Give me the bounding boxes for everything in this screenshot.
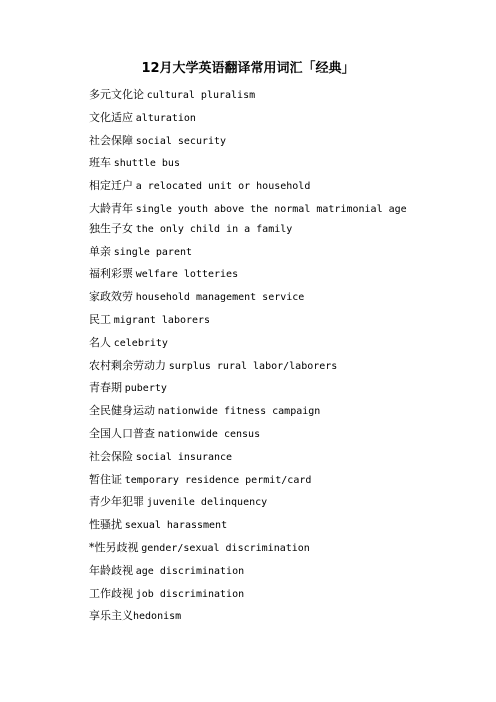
- list-item: [89, 107, 486, 130]
- english-term: age discrimination: [135, 565, 245, 577]
- chinese-term: 工作歧视: [89, 586, 133, 600]
- vocabulary-list: [89, 84, 486, 628]
- list-item: [89, 309, 486, 332]
- chinese-term: 全民健身运动: [89, 404, 155, 418]
- english-term: alturation: [135, 112, 196, 124]
- english-term: a relocated unit or household: [135, 181, 311, 193]
- chinese-term: 班车: [89, 156, 111, 170]
- list-item: [89, 514, 486, 537]
- list-item: [89, 332, 486, 355]
- chinese-term: 享乐主义: [89, 609, 133, 623]
- list-item: [89, 469, 486, 492]
- english-term: sexual harassment: [124, 520, 228, 532]
- chinese-term: 独生子女: [89, 221, 133, 235]
- list-item: [89, 218, 486, 241]
- list-item: [89, 377, 486, 400]
- list-item: [89, 152, 486, 175]
- english-term: the only child in a family: [135, 223, 293, 235]
- english-term: temporary residence permit/card: [124, 474, 312, 486]
- chinese-term: 单亲: [89, 244, 111, 258]
- list-item: [89, 355, 486, 378]
- chinese-term: 相定迁户: [89, 179, 133, 193]
- english-term: gender/sexual discrimination: [141, 542, 310, 554]
- list-item: [89, 241, 486, 264]
- list-item: [89, 175, 486, 198]
- list-item: [89, 560, 486, 583]
- english-term: single parent: [113, 246, 193, 258]
- english-term: job discrimination: [135, 588, 245, 600]
- list-item: [89, 583, 486, 606]
- list-item: [89, 491, 486, 514]
- english-term: cultural pluralism: [146, 90, 256, 101]
- english-term: celebrity: [113, 337, 168, 349]
- chinese-term: 家政效劳: [89, 290, 133, 304]
- chinese-term: 暂住证: [89, 472, 122, 486]
- list-item: [89, 84, 486, 107]
- english-term: household management service: [135, 292, 305, 304]
- chinese-term: 年龄歧视: [89, 563, 133, 577]
- english-term: puberty: [124, 383, 167, 395]
- chinese-term: 青春期: [89, 381, 122, 395]
- chinese-term: *性另歧视: [89, 540, 139, 554]
- english-term: welfare lotteries: [135, 269, 239, 281]
- chinese-term: 名人: [89, 335, 111, 349]
- english-term: surplus rural labor/laborers: [168, 360, 338, 372]
- chinese-term: 大龄青年: [89, 201, 133, 215]
- chinese-term: 全国人口普查: [89, 426, 155, 440]
- chinese-term: 民工: [89, 312, 111, 326]
- list-item: [89, 400, 486, 423]
- chinese-term: 性骚扰: [89, 518, 122, 532]
- document-title: 12月大学英语翻译常用词汇「经典」: [141, 61, 355, 76]
- list-item: [89, 605, 486, 628]
- list-item: [89, 537, 486, 560]
- english-term: social insurance: [135, 451, 233, 463]
- english-term: juvenile delinquency: [146, 497, 268, 509]
- list-item: [89, 263, 486, 286]
- english-term: single youth above the normal matrimonial age: [135, 203, 407, 215]
- chinese-term: 文化适应: [89, 110, 133, 124]
- english-term: shuttle bus: [113, 158, 180, 170]
- chinese-term: 福利彩票: [89, 267, 133, 281]
- list-item: [89, 130, 486, 153]
- english-term: hedonism: [133, 611, 182, 623]
- list-item: [89, 446, 486, 469]
- list-item: [89, 423, 486, 446]
- chinese-term: 青少年犯罪: [89, 495, 144, 509]
- english-term: nationwide census: [157, 428, 261, 440]
- english-term: social security: [135, 135, 227, 147]
- list-item: [89, 286, 486, 309]
- chinese-term: 农村剩余劳动力: [89, 358, 166, 372]
- chinese-term: 社会保障: [89, 133, 133, 147]
- english-term: migrant laborers: [113, 314, 211, 326]
- chinese-term: 社会保险: [89, 449, 133, 463]
- chinese-term: 多元文化论: [89, 88, 144, 101]
- english-term: nationwide fitness campaign: [157, 406, 321, 418]
